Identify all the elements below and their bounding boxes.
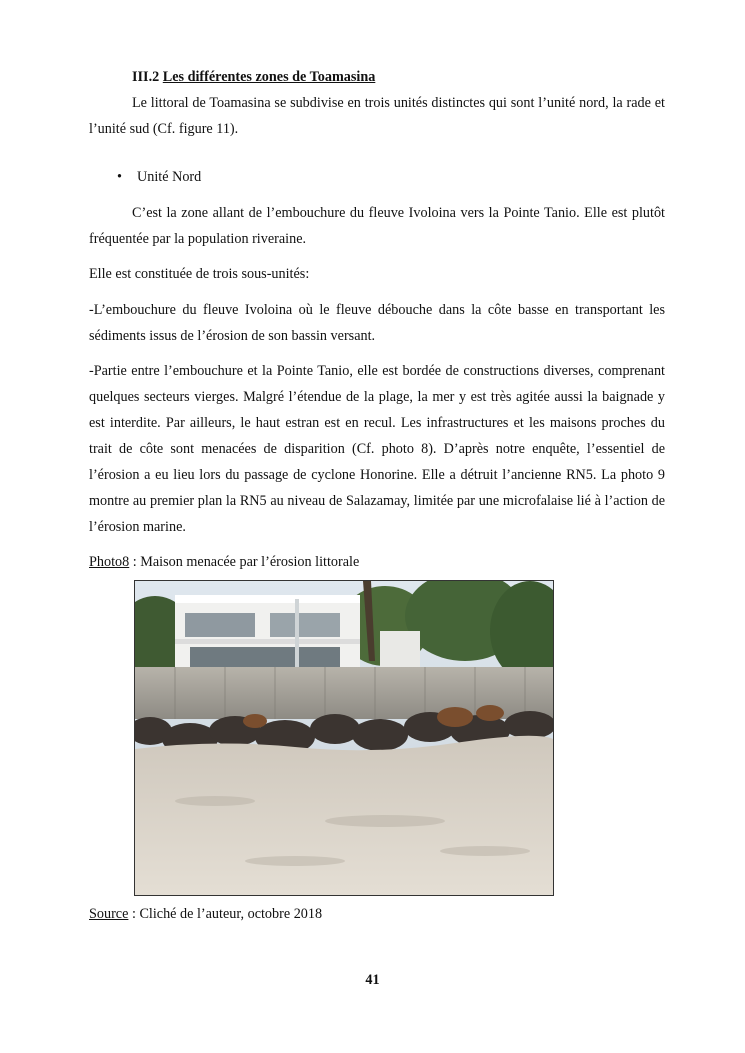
source-label: Source [89,906,129,922]
intro-paragraph: Le littoral de Toamasina se subdivise en trois unités distinctes qui sont l’unité nord, la rade et l’unité sud (Cf. figure 11). [89,95,665,137]
section-title: Les différentes zones de Toamasina [162,69,376,85]
section-number: III.2 [132,69,160,85]
section-heading [132,67,375,87]
photo-source [89,904,322,924]
page-number: 41 [365,972,380,988]
source-text: : Cliché de l’auteur, octobre 2018 [128,906,323,922]
subunits-paragraph: Elle est constituée de trois sous-unités: [89,266,310,282]
zone-paragraph: C’est la zone allant de l’embouchure du fleuve Ivoloina vers la Pointe Tanio. Elle est plutôt fréquentée par la population riveraine. [89,205,665,247]
beach-house-photo [135,581,553,895]
photo-8 [134,580,554,896]
subunit-item-1: -L’embouchure du fleuve Ivoloina où le fleuve débouche dans la côte basse en transportant les sédiments issus de l’érosion de son bassin versant. [89,302,665,344]
subunit-item-2: -Partie entre l’embouchure et la Pointe Tanio, elle est bordée de constructions diverses, comprenant quelques secteurs vierges. Malgré l’étendue de la plage, la mer y est très agitée aussi la baignade y est interdite. Par ailleurs, le haut estran est en recul. Les infrastructures et les maisons proches du trait de côte sont menacées de disparition (Cf. photo 8). D’après notre enquête, l’essentiel de l’érosion a eu lieu lors du passage de cyclone Honorine. Elle a détruit l’ancienne RN5. La photo 9 montre au premier plan la RN5 au niveau de Salazamay, limitée par une microfalaise lié à l’action de l’érosion marine. [89,363,665,535]
photo-label: Photo8 [89,554,130,570]
bullet-label: Unité Nord [137,169,202,185]
bullet-icon: • [117,169,122,185]
photo-caption-text: : Maison menacée par l’érosion littorale [129,554,360,570]
photo-caption [89,552,359,572]
bullet-item [117,165,201,189]
